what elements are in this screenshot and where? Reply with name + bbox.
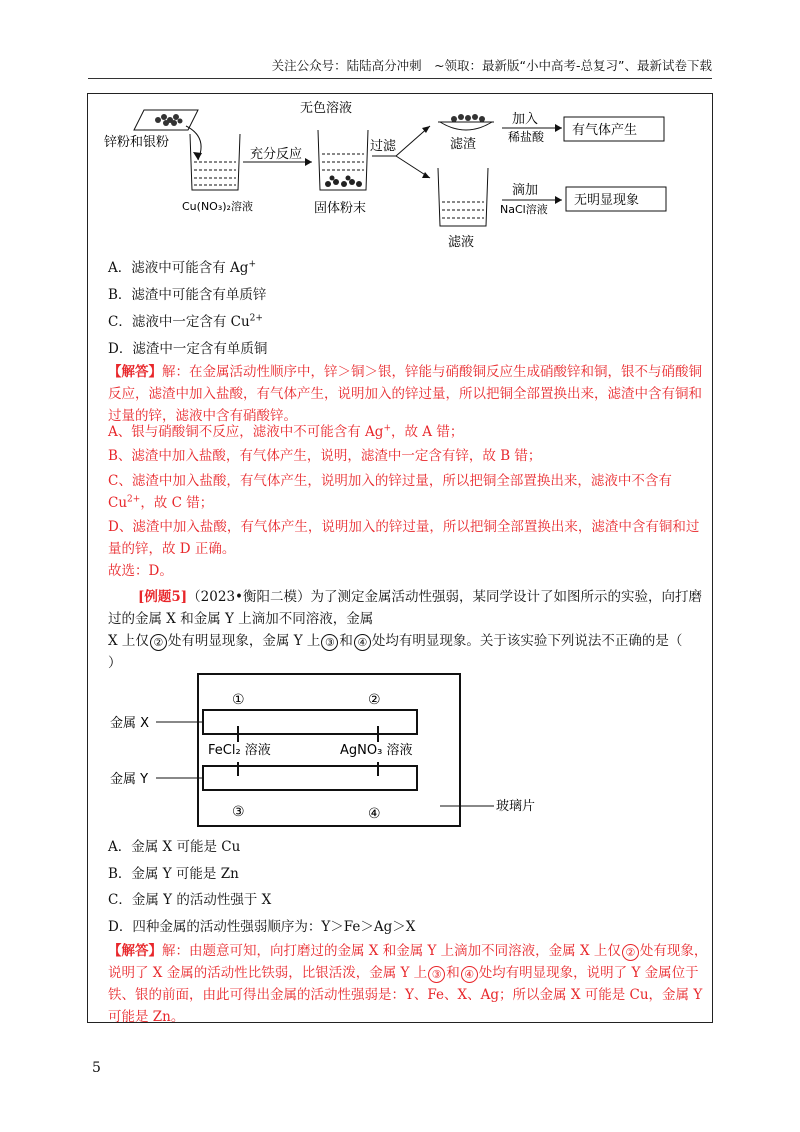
option-d: D．滤渣中一定含有单质铜: [108, 341, 268, 357]
gas-result: 有气体产生: [572, 123, 638, 138]
colorless-label: 无色溶液: [300, 101, 353, 116]
answer-1-d: D、滤渣中加入盐酸，有气体产生，说明加入的锌过量，所以把铜全部置换出来，滤渣中含有铜和过量的锌，故 D 正确。: [108, 519, 700, 557]
answer-2: 【解答】解：由题意可知，向打磨过的金属 X 和金属 Y 上滴加不同溶液，金属 X 上仅 ② 处有现象，说明了 X 金属的活动性比铁弱，比银活泼，金属 Y 上 ③ 和 ④ 处均有明显现象，说明了 Y 金属位于铁、银的前面，由此可得出金属的活动性强弱是：Y、Fe、X、Ag；所以金属 X 可能是 Cu，金属 Y 可能是 Zn。: [108, 943, 708, 1025]
filter-label: 过滤: [370, 139, 397, 154]
q2-option-c: C．金属 Y 的活动性强于 X: [108, 892, 272, 908]
add-label: 加入: [512, 112, 539, 127]
nacl-label: NaCl溶液: [500, 203, 548, 216]
no-change-result: 无明显现象: [574, 193, 640, 208]
answer-1-choice: 故选：D。: [108, 563, 173, 579]
solid-powder-label: 固体粉末: [314, 201, 367, 216]
circle-1: ①: [232, 692, 245, 708]
circle-3: ③: [232, 804, 245, 820]
drip-label: 滴加: [512, 183, 539, 198]
experiment-flow-diagram: [100, 96, 700, 254]
circle-4: ④: [368, 806, 381, 822]
residue-label: 滤渣: [450, 137, 477, 152]
circle-2: ②: [368, 692, 381, 708]
page-header: 关注公众号：陆陆高分冲刺 ~领取：最新版“小中高考-总复习”、最新试卷下载: [271, 58, 712, 73]
agno3-label: AgNO₃ 溶液: [340, 743, 413, 758]
metal-plate-diagram: [100, 670, 560, 838]
react-label: 充分反应: [250, 147, 303, 162]
q2-option-d: D．四种金属的活动性强弱顺序为：Y＞Fe＞Ag＞X: [108, 919, 416, 935]
answer-1-a: A、银与硝酸铜不反应，滤液中不可能含有 Ag+，故 A 错；: [108, 423, 464, 440]
metal-y-label: 金属 Y: [110, 772, 149, 787]
answer-1-b: B、滤渣中加入盐酸，有气体产生，说明，滤渣中一定含有锌，故 B 错；: [108, 448, 542, 464]
zinc-silver-label: 锌粉和银粉: [104, 135, 170, 150]
filtrate-label: 滤液: [448, 235, 475, 250]
question-2-stem-cont: X 上仅 ② 处有明显现象，金属 Y 上 ③ 和 ④ 处均有明显现象。关于该实验下列说法不正确的是（ ）: [108, 633, 683, 671]
q2-option-b: B．金属 Y 可能是 Zn: [108, 866, 239, 882]
answer-1-c: C、滤渣中加入盐酸，有气体产生，说明加入的锌过量，所以把铜全部置换出来，滤液中不含有 $Cu^{2+}$，故 C 错；: [108, 473, 672, 511]
header-rule: [88, 78, 712, 79]
page-number: 5: [92, 1060, 101, 1076]
question-2-stem: [例题5]（2023•衡阳二模）为了测定金属活动性强弱，某同学设计了如图所示的实验，向打磨过的金属 X 和金属 Y 上滴加不同溶液，金属: [108, 589, 702, 627]
cuno3-label: Cu(NO₃)₂溶液: [182, 200, 253, 213]
option-a: A．滤液中可能含有 Ag+: [108, 259, 256, 276]
q2-option-a: A．金属 X 可能是 Cu: [108, 839, 241, 855]
fecl2-label: FeCl₂ 溶液: [208, 743, 271, 758]
hcl-label: 稀盐酸: [508, 130, 545, 144]
metal-x-label: 金属 X: [110, 716, 150, 731]
option-b: B．滤渣中可能含有单质锌: [108, 287, 267, 303]
glass-label: 玻璃片: [496, 799, 536, 814]
answer-1: 【解答】解：在金属活动性顺序中，锌＞铜＞银，锌能与硝酸铜反应生成硝酸锌和铜，银不与硝酸铜反应，滤渣中加入盐酸，有气体产生，说明加入的锌过量，所以把铜全部置换出来，滤渣中含有铜和过量的锌，滤液中含有硝酸锌。: [108, 364, 702, 424]
option-c: C．滤液中一定含有 $Cu^{2+}$: [108, 313, 263, 330]
